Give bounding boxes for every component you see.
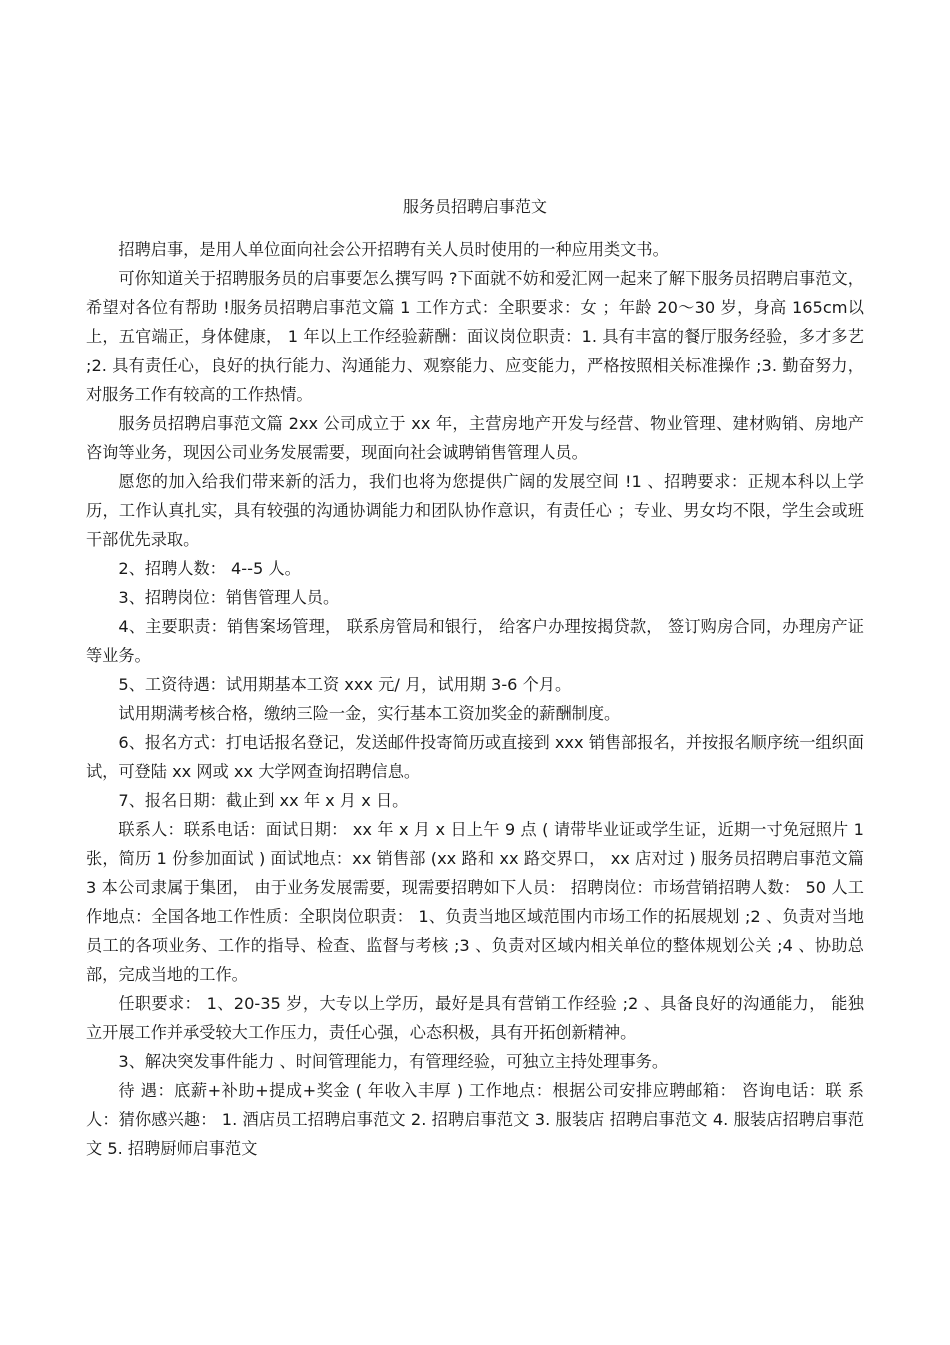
paragraph: 2、招聘人数： 4--5 人。: [118, 559, 301, 578]
paragraph: 6、报名方式：打电话报名登记，发送邮件投寄简历或直接到 xxx 销售部报名，并按报名顺序统一组织面试，可登陆 xx 网或 xx 大学网查询招聘信息。: [86, 733, 864, 781]
paragraph: 可你知道关于招聘服务员的启事要怎么撰写吗 ?下面就不妨和爱汇网一起来了解下服务员招聘启事范文，希望对各位有帮助 !服务员招聘启事范文篇 1 工作方式：全职要求：女 ；年龄 20～30 岁，身高 165cm以上，五官端正，身体健康， 1 年以上工作经验薪酬：面议岗位职责：1. 具有丰富的餐厅服务经验，多才多艺 ;2. 具有责任心，良好的执行能力、沟通能力、观察能力、应变能力，严格按照相关标准操作 ;3. 勤奋努力，对服务工作有较高的工作热情。: [86, 269, 864, 404]
paragraph: 任职要求： 1、20-35 岁，大专以上学历，最好是具有营销工作经验 ;2 、具备良好的沟通能力， 能独立开展工作并承受较大工作压力，责任心强，心态积极，具有开拓创新精神。: [86, 994, 864, 1042]
paragraph: 3、解决突发事件能力 、时间管理能力，有管理经验，可独立主持处理事务。: [118, 1052, 669, 1071]
paragraph: 4、主要职责：销售案场管理， 联系房管局和银行， 给客户办理按揭贷款， 签订购房合同，办理房产证等业务。: [86, 617, 864, 665]
paragraph: 愿您的加入给我们带来新的活力，我们也将为您提供广阔的发展空间 !1 、招聘要求：正规本科以上学历，工作认真扎实，具有较强的沟通协调能力和团队协作意识，有责任心 ；专业、男女均不限，学生会或班干部优先录取。: [86, 472, 864, 549]
document-body: [86, 235, 864, 1163]
paragraph: 3、招聘岗位：销售管理人员。: [118, 588, 340, 607]
paragraph: 招聘启事，是用人单位面向社会公开招聘有关人员时使用的一种应用类文书。: [118, 240, 669, 259]
paragraph: 待 遇：底薪+补助+提成+奖金 ( 年收入丰厚 ) 工作地点：根据公司安排应聘邮箱： 咨询电话：联 系 人：猜你感兴趣： 1. 酒店员工招聘启事范文 2. 招聘启事范文 3. 服装店 招聘启事范文 4. 服装店招聘启事范文 5. 招聘厨师启事范文: [86, 1081, 864, 1158]
document-title: 服务员招聘启事范文: [402, 197, 547, 216]
paragraph: 7、报名日期：截止到 xx 年 x 月 x 日。: [118, 791, 409, 810]
paragraph: 联系人：联系电话：面试日期： xx 年 x 月 x 日上午 9 点 ( 请带毕业证或学生证，近期一寸免冠照片 1 张，简历 1 份参加面试 ) 面试地点：xx 销售部 (xx 路和 xx 路交界口， xx 店对过 ) 服务员招聘启事范文篇 3 本公司隶属于集团， 由于业务发展需要，现需要招聘如下人员： 招聘岗位：市场营销招聘人数： 50 人工作地点：全国各地工作性质：全职岗位职责： 1、负责当地区域范围内市场工作的拓展规划 ;2 、负责对当地员工的各项业务、工作的指导、检查、监督与考核 ;3 、负责对区域内相关单位的整体规划公关 ;4 、协助总部，完成当地的工作。: [86, 820, 864, 984]
paragraph: 服务员招聘启事范文篇 2xx 公司成立于 xx 年，主营房地产开发与经营、物业管理、建材购销、房地产咨询等业务，现因公司业务发展需要，现面向社会诚聘销售管理人员。: [86, 414, 864, 462]
paragraph: 5、工资待遇：试用期基本工资 xxx 元/ 月，试用期 3-6 个月。: [118, 675, 572, 694]
paragraph: 试用期满考核合格，缴纳三险一金，实行基本工资加奖金的薪酬制度。: [118, 704, 621, 723]
